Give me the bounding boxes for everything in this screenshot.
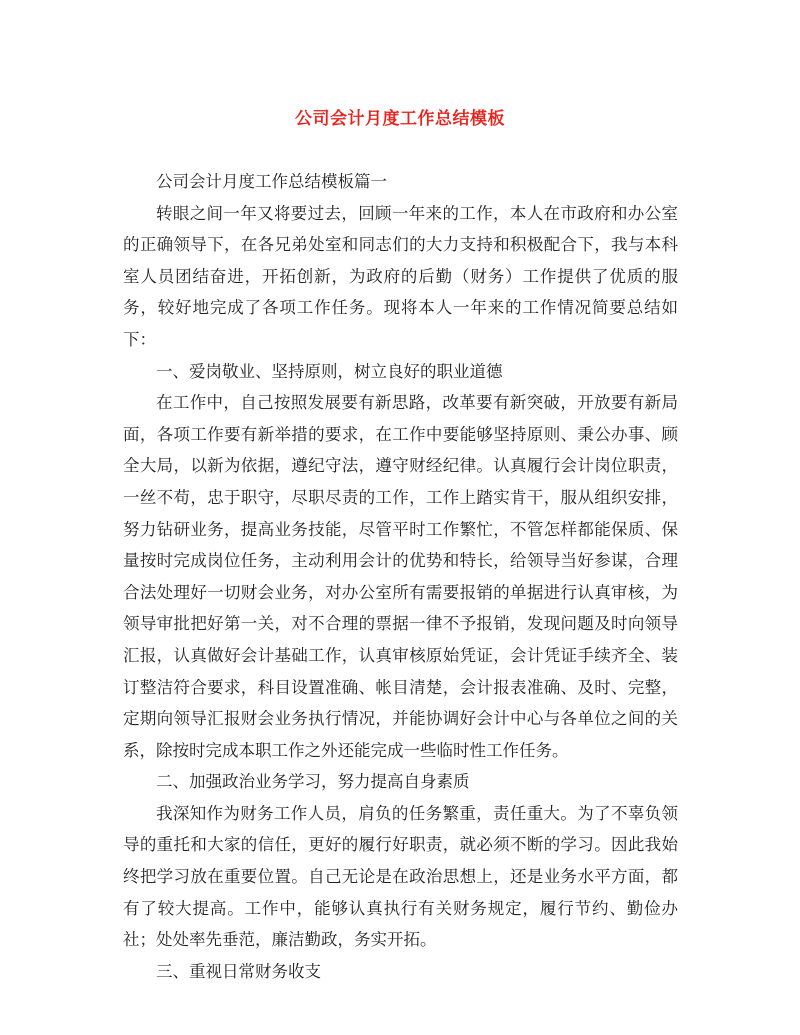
section-heading: 二、加强政治业务学习，努力提高自身素质 — [156, 772, 470, 792]
section-heading: 一、爱岗敬业、坚持原则，树立良好的职业道德 — [156, 361, 503, 381]
document-body — [123, 166, 678, 987]
paragraph: 在工作中，自己按照发展要有新思路，改革要有新突破，开放要有新局面，各项工作要有新举措的要求，在工作中要能够坚持原则、秉公办事、顾全大局，以新为依据，遵纪守法，遵守财经纪律。认真履行会计岗位职责，一丝不苟，忠于职守，尽职尽责的工作，工作上踏实肯干，服从组织安排，努力钻研业务，提高业务技能，尽管平时工作繁忙，不管怎样都能保质、保量按时完成岗位任务，主动利用会计的优势和特长，给领导当好参谋，合理合法处理好一切财会业务，对办公室所有需要报销的单据进行认真审核，为领导审批把好第一关，对不合理的票据一律不予报销，发现问题及时向领导汇报，认真做好会计基础工作，认真审核原始凭证，会计凭证手续齐全、装订整洁符合要求，科目设置准确、帐目清楚，会计报表准确、及时、完整，定期向领导汇报财会业务执行情况，并能协调好会计中心与各单位之间的关系，除按时完成本职工作之外还能完成一些临时性工作任务。 — [123, 393, 678, 760]
paragraph: 转眼之间一年又将要过去，回顾一年来的工作，本人在市政府和办公室的正确领导下，在各兄弟处室和同志们的大力支持和积极配合下，我与本科室人员团结奋进，开拓创新，为政府的后勤（财务）工作提供了优质的服务，较好地完成了各项工作任务。现将本人一年来的工作情况简要总结如下： — [123, 203, 678, 349]
section-heading: 公司会计月度工作总结模板篇一 — [156, 172, 387, 191]
paragraph: 我深知作为财务工作人员，肩负的任务繁重，责任重大。为了不辜负领导的重托和大家的信任，更好的履行好职责，就必须不断的学习。因此我始终把学习放在重要位置。自己无论是在政治思想上，还是业务水平方面，都有了较大提高。工作中，能够认真执行有关财务规定，履行节约、勤俭办社；处处率先垂范，廉洁勤政，务实开拓。 — [123, 803, 678, 950]
document-title: 公司会计月度工作总结模板 — [295, 109, 505, 129]
section-heading: 三、重视日常财务收支 — [156, 961, 321, 981]
